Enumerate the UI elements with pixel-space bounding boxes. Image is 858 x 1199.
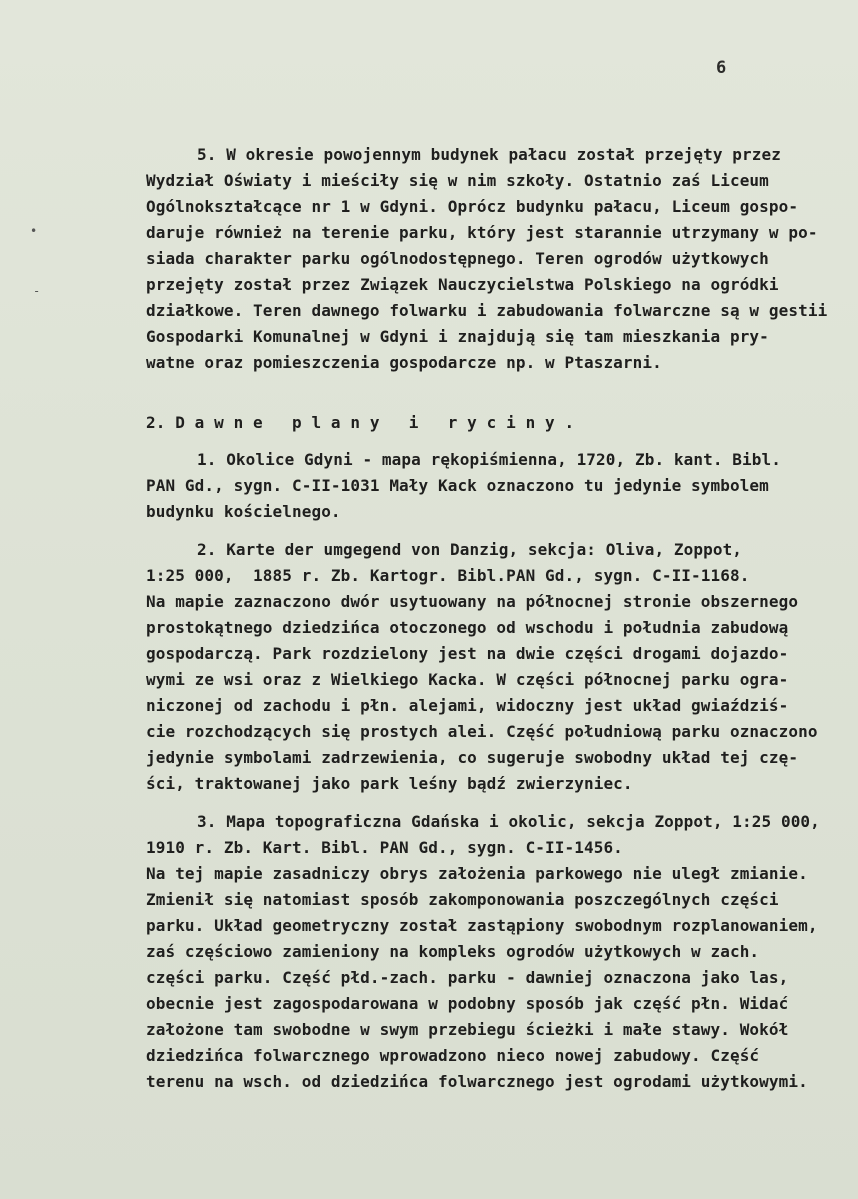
paragraph-line: zaś częściowo zamieniony na kompleks ogrodów użytkowych w zach. — [146, 942, 760, 961]
paragraph-line: 1910 r. Zb. Kart. Bibl. PAN Gd., sygn. C-II-1456. — [146, 838, 623, 857]
paragraph-line: gospodarczą. Park rozdzielony jest na dwie części drogami dojazdo- — [146, 644, 789, 663]
paragraph-line: Ogólnokształcące nr 1 w Gdyni. Oprócz budynku pałacu, Liceum gospo- — [146, 197, 799, 216]
paragraph-line: prostokątnego dziedzińca otoczonego od wschodu i południa zabudową — [146, 618, 789, 637]
paragraph-line: Wydział Oświaty i mieściły się w nim szkoły. Ostatnio zaś Liceum — [146, 171, 769, 190]
paragraph-line: 1:25 000, 1885 r. Zb. Kartogr. Bibl.PAN Gd., sygn. C-II-1168. — [146, 566, 750, 585]
paragraph-line: założone tam swobodne w swym przebiegu ścieżki i małe stawy. Wokół — [146, 1020, 789, 1039]
paragraph-line: watne oraz pomieszczenia gospodarcze np. w Ptaszarni. — [146, 353, 662, 372]
paragraph-line: 1. Okolice Gdyni - mapa rękopiśmienna, 1720, Zb. kant. Bibl. — [197, 450, 781, 469]
paragraph-line: przejęty został przez Związek Nauczycielstwa Polskiego na ogródki — [146, 275, 779, 294]
paragraph-line: dziedzińca folwarcznego wprowadzono nieco nowej zabudowy. Część — [146, 1046, 760, 1065]
paragraph-line: Gospodarki Komunalnej w Gdyni i znajdują się tam mieszkania pry- — [146, 327, 769, 346]
paragraph-line: wymi ze wsi oraz z Wielkiego Kacka. W części północnej parku ogra- — [146, 670, 789, 689]
paragraph-line: ści, traktowanej jako park leśny bądź zwierzyniec. — [146, 774, 633, 793]
paragraph-line: Zmienił się natomiast sposób zakomponowania poszczególnych części — [146, 890, 779, 909]
paragraph-line: 5. W okresie powojennym budynek pałacu został przejęty przez — [197, 145, 781, 164]
page-number: 6 — [716, 58, 727, 78]
paragraph-line: terenu na wsch. od dziedzińca folwarcznego jest ogrodami użytkowymi. — [146, 1072, 808, 1091]
paragraph-line: jedynie symbolami zadrzewienia, co sugeruje swobodny układ tej czę- — [146, 748, 799, 767]
paragraph-line: 3. Mapa topograficzna Gdańska i okolic, sekcja Zoppot, 1:25 000, — [197, 812, 820, 831]
paragraph-line: parku. Układ geometryczny został zastąpiony swobodnym rozplanowaniem, — [146, 916, 818, 935]
margin-mark: - — [33, 284, 41, 298]
paragraph-line: budynku kościelnego. — [146, 502, 341, 521]
paragraph-line: daruje również na terenie parku, który jest starannie utrzymany w po- — [146, 223, 818, 242]
paragraph-line: części parku. Część płd.-zach. parku - dawniej oznaczona jako las, — [146, 968, 789, 987]
paragraph-line: Na mapie zaznaczono dwór usytuowany na północnej stronie obszernego — [146, 592, 799, 611]
paragraph-line: PAN Gd., sygn. C-II-1031 Mały Kack oznaczono tu jedynie symbolem — [146, 476, 769, 495]
paragraph-line: cie rozchodzących się prostych alei. Część południową parku oznaczono — [146, 722, 818, 741]
paragraph-line: działkowe. Teren dawnego folwarku i zabudowania folwarczne są w gestii — [146, 301, 828, 320]
paragraph-line: 2. Karte der umgegend von Danzig, sekcja: Oliva, Zoppot, — [197, 540, 743, 559]
paragraph-line: niczonej od zachodu i płn. alejami, widoczny jest układ gwiaździś- — [146, 696, 789, 715]
paragraph-line: siada charakter parku ogólnodostępnego. Teren ogrodów użytkowych — [146, 249, 769, 268]
margin-mark: • — [30, 224, 38, 238]
section-heading: 2. D a w n e p l a n y i r y c i n y . — [146, 413, 575, 432]
paragraph-line: Na tej mapie zasadniczy obrys założenia parkowego nie uległ zmianie. — [146, 864, 808, 883]
paragraph-line: obecnie jest zagospodarowana w podobny sposób jak część płn. Widać — [146, 994, 789, 1013]
